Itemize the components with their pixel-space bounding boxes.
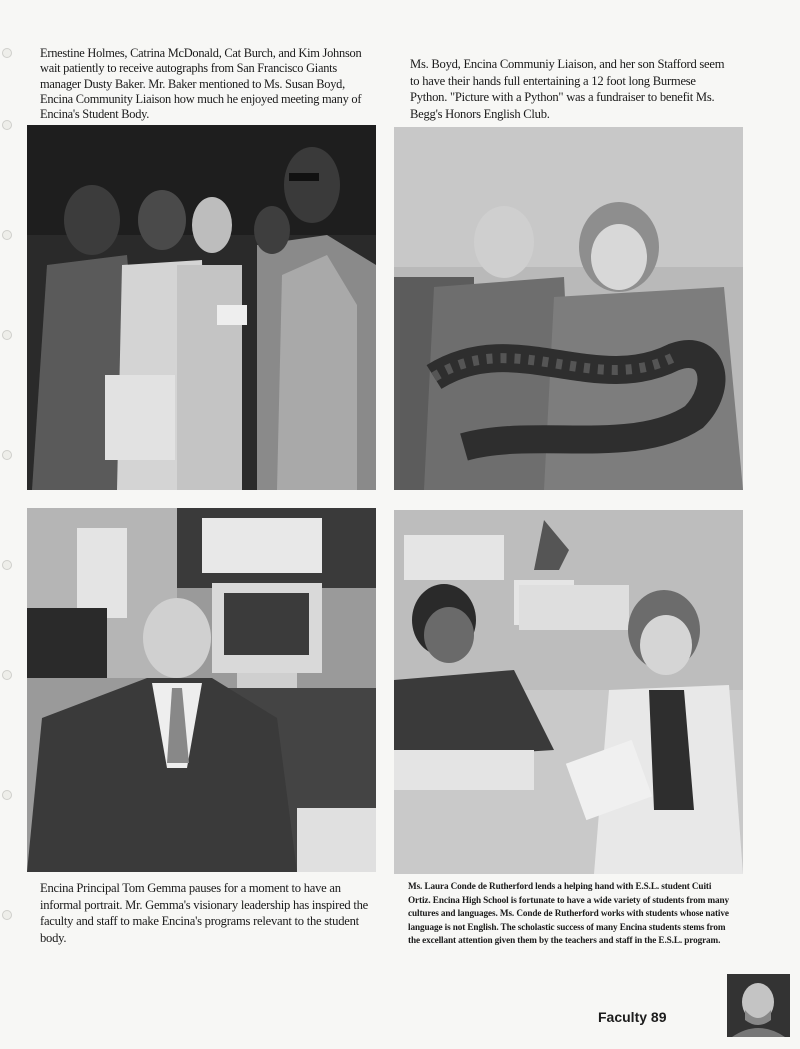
binder-hole <box>2 230 12 240</box>
autograph-photo <box>27 125 376 490</box>
caption-python: Ms. Boyd, Encina Communiy Liaison, and her son Stafford seem to have their hands full entertaining a 12 foot long Burmese Python. "Picture with a Python" was a fundraiser to benefit Ms. Begg's Honors English Club. <box>410 57 725 121</box>
photo-icon <box>394 127 743 490</box>
binder-hole <box>2 120 12 130</box>
binder-hole <box>2 910 12 920</box>
faculty-thumbnail-photo <box>727 974 790 1037</box>
binder-hole <box>2 790 12 800</box>
binder-hole <box>2 670 12 680</box>
binder-hole <box>2 48 12 58</box>
python-photo <box>394 127 743 490</box>
caption-autographs: Ernestine Holmes, Catrina McDonald, Cat Burch, and Kim Johnson wait patiently to receive autographs from San Francisco Giants manager Dusty Baker. Mr. Baker mentioned to Ms. Susan Boyd, Encina Community Liaison how much he enjoyed meeting many of Encina's Student Body. <box>40 46 362 122</box>
photo-icon <box>27 125 376 490</box>
esl-classroom-photo <box>394 510 743 874</box>
binder-hole <box>2 560 12 570</box>
photo-icon <box>27 508 376 872</box>
principal-portrait-photo <box>27 508 376 872</box>
caption-principal: Encina Principal Tom Gemma pauses for a moment to have an informal portrait. Mr. Gemma's visionary leadership has inspired the faculty and staff to make Encina's programs relevant to the student body. <box>40 881 369 945</box>
page-footer-label: Faculty 89 <box>598 1009 667 1025</box>
binder-hole <box>2 450 12 460</box>
binder-holes <box>0 30 12 1030</box>
photo-icon <box>727 974 790 1037</box>
caption-esl: Ms. Laura Conde de Rutherford lends a helping hand with E.S.L. student Cuiti Ortiz. Encina High School is fortunate to have a wide variety of students from many cultures and languages. Ms. Conde de Rutherford works with students whose native language is not English. The scholastic success of many Encina students stems from the excellant attention given them by the teachers and staff in the E.S.L. program. <box>408 881 729 946</box>
photo-icon <box>394 510 743 874</box>
binder-hole <box>2 330 12 340</box>
